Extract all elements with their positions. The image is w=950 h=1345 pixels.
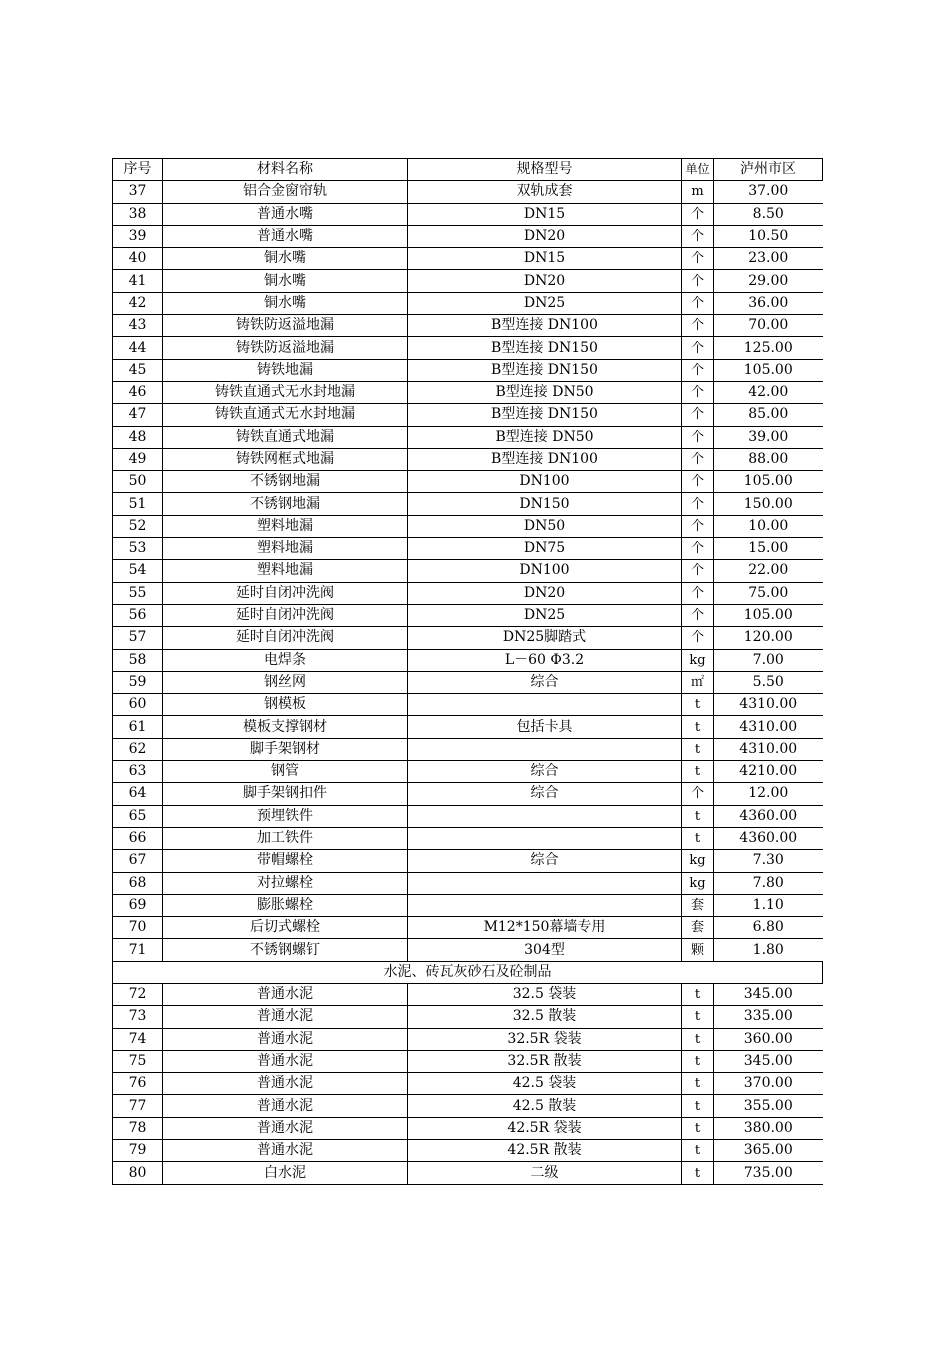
cell-unit: 个 — [682, 582, 714, 604]
cell-unit: 个 — [682, 627, 714, 649]
cell-seq: 80 — [113, 1162, 163, 1184]
cell-name: 带帽螺栓 — [163, 850, 408, 872]
cell-price: 7.80 — [714, 872, 823, 894]
cell-unit: 个 — [682, 270, 714, 292]
cell-spec: DN15 — [408, 248, 682, 270]
cell-seq: 66 — [113, 827, 163, 849]
cell-unit: t — [682, 1140, 714, 1162]
cell-name: 钢管 — [163, 761, 408, 783]
cell-price: 12.00 — [714, 783, 823, 805]
cell-unit: ㎡ — [682, 671, 714, 693]
cell-spec: DN150 — [408, 493, 682, 515]
table-row — [113, 761, 823, 783]
header-row — [113, 159, 823, 181]
cell-name: 预埋铁件 — [163, 805, 408, 827]
cell-seq: 48 — [113, 426, 163, 448]
table-row — [113, 315, 823, 337]
cell-seq: 70 — [113, 917, 163, 939]
cell-name: 铜水嘴 — [163, 248, 408, 270]
table-row — [113, 359, 823, 381]
cell-price: 355.00 — [714, 1095, 823, 1117]
cell-seq: 61 — [113, 716, 163, 738]
table-row — [113, 872, 823, 894]
cell-price: 105.00 — [714, 471, 823, 493]
cell-name: 脚手架钢材 — [163, 738, 408, 760]
cell-seq: 67 — [113, 850, 163, 872]
cell-price: 4210.00 — [714, 761, 823, 783]
cell-price: 360.00 — [714, 1028, 823, 1050]
cell-price: 120.00 — [714, 627, 823, 649]
cell-seq: 43 — [113, 315, 163, 337]
table-row — [113, 827, 823, 849]
cell-unit: 个 — [682, 381, 714, 403]
cell-spec: 二级 — [408, 1162, 682, 1184]
cell-seq: 58 — [113, 649, 163, 671]
cell-seq: 63 — [113, 761, 163, 783]
cell-unit: kg — [682, 872, 714, 894]
cell-name: 延时自闭冲洗阀 — [163, 582, 408, 604]
cell-spec: DN25 — [408, 292, 682, 314]
cell-price: 7.00 — [714, 649, 823, 671]
cell-seq: 54 — [113, 560, 163, 582]
cell-unit: t — [682, 1095, 714, 1117]
cell-unit: 个 — [682, 292, 714, 314]
table-row — [113, 471, 823, 493]
cell-seq: 79 — [113, 1140, 163, 1162]
cell-name: 电焊条 — [163, 649, 408, 671]
cell-name: 不锈钢地漏 — [163, 471, 408, 493]
cell-spec: DN50 — [408, 515, 682, 537]
cell-name: 普通水泥 — [163, 983, 408, 1005]
cell-seq: 73 — [113, 1006, 163, 1028]
cell-spec: 42.5R 散装 — [408, 1140, 682, 1162]
cell-spec: B型连接 DN150 — [408, 337, 682, 359]
cell-unit: t — [682, 1162, 714, 1184]
cell-seq: 75 — [113, 1050, 163, 1072]
cell-name: 后切式螺栓 — [163, 917, 408, 939]
table-row — [113, 270, 823, 292]
cell-seq: 45 — [113, 359, 163, 381]
cell-price: 370.00 — [714, 1073, 823, 1095]
cell-spec: DN100 — [408, 471, 682, 493]
cell-price: 5.50 — [714, 671, 823, 693]
cell-unit: kg — [682, 850, 714, 872]
table-row — [113, 381, 823, 403]
table-row — [113, 671, 823, 693]
cell-price: 380.00 — [714, 1117, 823, 1139]
cell-seq: 47 — [113, 404, 163, 426]
cell-seq: 37 — [113, 181, 163, 203]
cell-spec: 304型 — [408, 939, 682, 961]
table-row — [113, 560, 823, 582]
cell-seq: 41 — [113, 270, 163, 292]
table-row — [113, 604, 823, 626]
table-row — [113, 538, 823, 560]
cell-seq: 59 — [113, 671, 163, 693]
cell-name: 白水泥 — [163, 1162, 408, 1184]
cell-price: 6.80 — [714, 917, 823, 939]
header-name: 材料名称 — [163, 159, 408, 181]
cell-unit: kg — [682, 649, 714, 671]
cell-name: 普通水泥 — [163, 1073, 408, 1095]
cell-price: 70.00 — [714, 315, 823, 337]
cell-unit: t — [682, 827, 714, 849]
cell-spec: B型连接 DN100 — [408, 448, 682, 470]
cell-price: 10.00 — [714, 515, 823, 537]
cell-spec: 综合 — [408, 671, 682, 693]
cell-price: 150.00 — [714, 493, 823, 515]
cell-seq: 44 — [113, 337, 163, 359]
cell-price: 85.00 — [714, 404, 823, 426]
cell-spec: L－60 Φ3.2 — [408, 649, 682, 671]
header-price: 泸州市区 — [714, 159, 823, 181]
cell-spec: 综合 — [408, 761, 682, 783]
cell-unit: 个 — [682, 203, 714, 225]
cell-name: 钢丝网 — [163, 671, 408, 693]
table-row — [113, 983, 823, 1005]
cell-spec: 32.5 散装 — [408, 1006, 682, 1028]
cell-spec: DN25 — [408, 604, 682, 626]
cell-seq: 39 — [113, 225, 163, 247]
cell-unit: 个 — [682, 225, 714, 247]
cell-spec: B型连接 DN100 — [408, 315, 682, 337]
cell-name: 塑料地漏 — [163, 560, 408, 582]
cell-price: 345.00 — [714, 983, 823, 1005]
cell-unit: 套 — [682, 917, 714, 939]
cell-name: 不锈钢螺钉 — [163, 939, 408, 961]
table-row — [113, 448, 823, 470]
cell-price: 4360.00 — [714, 805, 823, 827]
cell-seq: 55 — [113, 582, 163, 604]
cell-spec: B型连接 DN150 — [408, 359, 682, 381]
cell-spec — [408, 805, 682, 827]
cell-price: 4310.00 — [714, 694, 823, 716]
table-row — [113, 649, 823, 671]
cell-spec: DN15 — [408, 203, 682, 225]
cell-unit: 个 — [682, 337, 714, 359]
cell-name: 普通水泥 — [163, 1028, 408, 1050]
cell-name: 铝合金窗帘轨 — [163, 181, 408, 203]
table-row — [113, 850, 823, 872]
table-row — [113, 627, 823, 649]
cell-price: 8.50 — [714, 203, 823, 225]
cell-spec: DN20 — [408, 582, 682, 604]
cell-seq: 69 — [113, 894, 163, 916]
section-row — [113, 961, 823, 983]
cell-seq: 38 — [113, 203, 163, 225]
section-title: 水泥、砖瓦灰砂石及砼制品 — [113, 961, 823, 983]
cell-name: 塑料地漏 — [163, 538, 408, 560]
table-row — [113, 939, 823, 961]
cell-price: 10.50 — [714, 225, 823, 247]
cell-seq: 50 — [113, 471, 163, 493]
cell-unit: t — [682, 761, 714, 783]
table-row — [113, 225, 823, 247]
cell-name: 普通水泥 — [163, 1095, 408, 1117]
table-row — [113, 738, 823, 760]
cell-name: 铸铁直通式无水封地漏 — [163, 404, 408, 426]
cell-price: 1.10 — [714, 894, 823, 916]
cell-unit: t — [682, 805, 714, 827]
cell-seq: 74 — [113, 1028, 163, 1050]
cell-unit: t — [682, 1006, 714, 1028]
cell-name: 不锈钢地漏 — [163, 493, 408, 515]
cell-price: 75.00 — [714, 582, 823, 604]
cell-name: 普通水泥 — [163, 1050, 408, 1072]
header-spec: 规格型号 — [408, 159, 682, 181]
cell-unit: 个 — [682, 604, 714, 626]
cell-unit: 个 — [682, 783, 714, 805]
cell-seq: 76 — [113, 1073, 163, 1095]
cell-unit: 套 — [682, 894, 714, 916]
cell-price: 29.00 — [714, 270, 823, 292]
table-row — [113, 917, 823, 939]
cell-spec: DN20 — [408, 270, 682, 292]
cell-spec: 32.5R 散装 — [408, 1050, 682, 1072]
cell-name: 铸铁直通式地漏 — [163, 426, 408, 448]
cell-spec: DN25脚踏式 — [408, 627, 682, 649]
cell-name: 普通水嘴 — [163, 225, 408, 247]
cell-name: 铜水嘴 — [163, 270, 408, 292]
rows-group-a — [113, 181, 823, 961]
cell-unit: t — [682, 1117, 714, 1139]
cell-price: 7.30 — [714, 850, 823, 872]
cell-name: 延时自闭冲洗阀 — [163, 604, 408, 626]
table-row — [113, 894, 823, 916]
cell-seq: 51 — [113, 493, 163, 515]
cell-spec: 32.5 袋装 — [408, 983, 682, 1005]
cell-spec: 综合 — [408, 850, 682, 872]
cell-name: 铸铁地漏 — [163, 359, 408, 381]
table-row — [113, 426, 823, 448]
cell-unit: t — [682, 716, 714, 738]
cell-name: 延时自闭冲洗阀 — [163, 627, 408, 649]
cell-spec: M12*150幕墙专用 — [408, 917, 682, 939]
cell-price: 125.00 — [714, 337, 823, 359]
cell-spec — [408, 738, 682, 760]
table-row — [113, 1028, 823, 1050]
cell-price: 335.00 — [714, 1006, 823, 1028]
cell-spec — [408, 694, 682, 716]
table-row — [113, 805, 823, 827]
table-row — [113, 1162, 823, 1184]
table-row — [113, 337, 823, 359]
cell-unit: m — [682, 181, 714, 203]
cell-name: 加工铁件 — [163, 827, 408, 849]
cell-price: 735.00 — [714, 1162, 823, 1184]
cell-unit: 个 — [682, 538, 714, 560]
table-row — [113, 1006, 823, 1028]
cell-price: 4310.00 — [714, 738, 823, 760]
cell-name: 铸铁防返溢地漏 — [163, 315, 408, 337]
table-row — [113, 716, 823, 738]
cell-name: 钢模板 — [163, 694, 408, 716]
cell-spec: 42.5R 袋装 — [408, 1117, 682, 1139]
table-row — [113, 1140, 823, 1162]
cell-spec — [408, 827, 682, 849]
table-row — [113, 181, 823, 203]
header-seq: 序号 — [113, 159, 163, 181]
cell-unit: 个 — [682, 448, 714, 470]
table-row — [113, 248, 823, 270]
cell-unit: 个 — [682, 315, 714, 337]
cell-name: 对拉螺栓 — [163, 872, 408, 894]
cell-name: 铸铁直通式无水封地漏 — [163, 381, 408, 403]
cell-name: 普通水嘴 — [163, 203, 408, 225]
cell-spec — [408, 872, 682, 894]
rows-group-b — [113, 983, 823, 1184]
table-row — [113, 1050, 823, 1072]
table-row — [113, 515, 823, 537]
cell-name: 脚手架钢扣件 — [163, 783, 408, 805]
cell-spec: 42.5 袋装 — [408, 1073, 682, 1095]
header-unit: 单位 — [682, 159, 714, 181]
cell-price: 23.00 — [714, 248, 823, 270]
cell-price: 22.00 — [714, 560, 823, 582]
cell-spec: B型连接 DN50 — [408, 426, 682, 448]
material-price-table — [112, 158, 823, 1185]
cell-unit: 个 — [682, 471, 714, 493]
cell-spec: 包括卡具 — [408, 716, 682, 738]
cell-seq: 53 — [113, 538, 163, 560]
cell-unit: 颗 — [682, 939, 714, 961]
cell-price: 36.00 — [714, 292, 823, 314]
cell-spec: DN75 — [408, 538, 682, 560]
cell-seq: 71 — [113, 939, 163, 961]
cell-spec: 32.5R 袋装 — [408, 1028, 682, 1050]
cell-price: 365.00 — [714, 1140, 823, 1162]
cell-seq: 64 — [113, 783, 163, 805]
cell-unit: t — [682, 738, 714, 760]
cell-spec: DN20 — [408, 225, 682, 247]
cell-price: 345.00 — [714, 1050, 823, 1072]
cell-price: 39.00 — [714, 426, 823, 448]
cell-price: 15.00 — [714, 538, 823, 560]
cell-seq: 49 — [113, 448, 163, 470]
cell-unit: t — [682, 694, 714, 716]
cell-name: 普通水泥 — [163, 1140, 408, 1162]
cell-name: 铜水嘴 — [163, 292, 408, 314]
cell-seq: 42 — [113, 292, 163, 314]
cell-seq: 60 — [113, 694, 163, 716]
cell-price: 1.80 — [714, 939, 823, 961]
cell-name: 铸铁防返溢地漏 — [163, 337, 408, 359]
cell-name: 膨胀螺栓 — [163, 894, 408, 916]
cell-unit: 个 — [682, 515, 714, 537]
cell-unit: 个 — [682, 426, 714, 448]
cell-spec: 42.5 散装 — [408, 1095, 682, 1117]
table-row — [113, 292, 823, 314]
cell-spec: B型连接 DN50 — [408, 381, 682, 403]
table-row — [113, 1095, 823, 1117]
cell-price: 88.00 — [714, 448, 823, 470]
cell-seq: 68 — [113, 872, 163, 894]
cell-seq: 46 — [113, 381, 163, 403]
cell-name: 铸铁网框式地漏 — [163, 448, 408, 470]
cell-seq: 65 — [113, 805, 163, 827]
cell-seq: 56 — [113, 604, 163, 626]
table-row — [113, 1073, 823, 1095]
cell-spec — [408, 894, 682, 916]
cell-name: 模板支撑钢材 — [163, 716, 408, 738]
cell-price: 4310.00 — [714, 716, 823, 738]
cell-name: 普通水泥 — [163, 1006, 408, 1028]
cell-spec: B型连接 DN150 — [408, 404, 682, 426]
cell-price: 42.00 — [714, 381, 823, 403]
cell-spec: DN100 — [408, 560, 682, 582]
cell-price: 4360.00 — [714, 827, 823, 849]
table-row — [113, 493, 823, 515]
cell-unit: 个 — [682, 404, 714, 426]
cell-seq: 77 — [113, 1095, 163, 1117]
cell-unit: t — [682, 1050, 714, 1072]
cell-unit: t — [682, 1028, 714, 1050]
table-row — [113, 582, 823, 604]
cell-spec: 综合 — [408, 783, 682, 805]
cell-unit: 个 — [682, 493, 714, 515]
table-row — [113, 783, 823, 805]
cell-unit: t — [682, 983, 714, 1005]
cell-name: 普通水泥 — [163, 1117, 408, 1139]
cell-unit: t — [682, 1073, 714, 1095]
cell-seq: 52 — [113, 515, 163, 537]
cell-spec: 双轨成套 — [408, 181, 682, 203]
cell-price: 105.00 — [714, 604, 823, 626]
cell-seq: 72 — [113, 983, 163, 1005]
cell-seq: 62 — [113, 738, 163, 760]
cell-unit: 个 — [682, 359, 714, 381]
cell-seq: 78 — [113, 1117, 163, 1139]
cell-name: 塑料地漏 — [163, 515, 408, 537]
cell-price: 37.00 — [714, 181, 823, 203]
table-row — [113, 404, 823, 426]
cell-price: 105.00 — [714, 359, 823, 381]
cell-seq: 57 — [113, 627, 163, 649]
cell-unit: 个 — [682, 248, 714, 270]
table-row — [113, 203, 823, 225]
table-row — [113, 694, 823, 716]
cell-seq: 40 — [113, 248, 163, 270]
table-row — [113, 1117, 823, 1139]
cell-unit: 个 — [682, 560, 714, 582]
